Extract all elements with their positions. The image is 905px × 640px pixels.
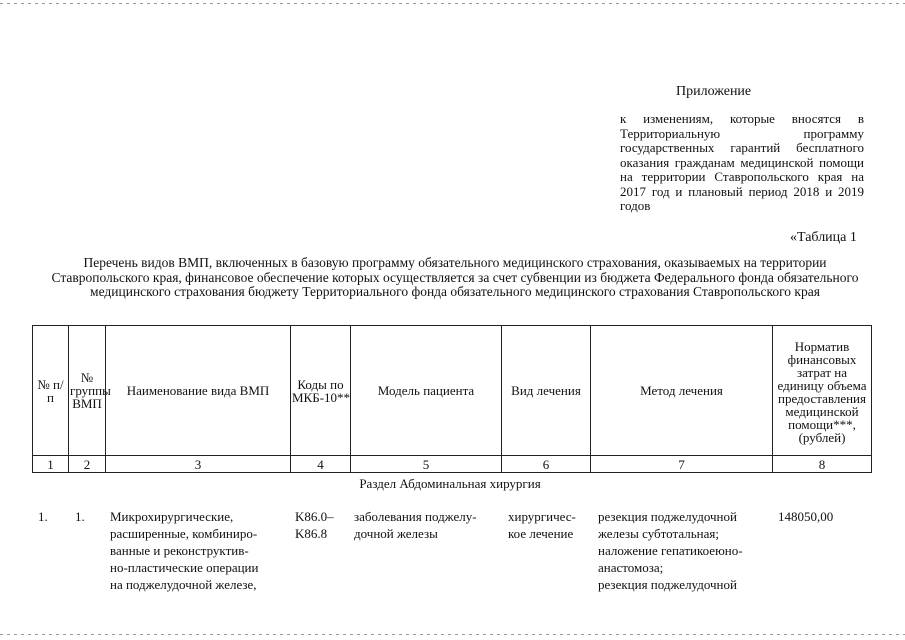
vmp-table-header	[32, 325, 872, 473]
row-method-line: резекция поджелудочной	[598, 577, 737, 592]
row-model-line: заболевания поджелу-	[354, 509, 477, 524]
row-group: 1.	[75, 509, 85, 524]
header-method: Метод лечения	[591, 326, 773, 456]
section-title: Раздел Абдоминальная хирургия	[359, 476, 541, 491]
column-number: 4	[291, 456, 351, 473]
header-cost: Норматив финансовых затрат на единицу объема предоставления медицинской помощи***, (рублей)	[773, 326, 872, 456]
row-name-line: расширенные, комбиниро-	[110, 526, 258, 541]
appendix-title: Приложение	[676, 84, 752, 99]
row-name-line: на поджелудочной железе,	[110, 577, 257, 592]
row-treatment-line: кое лечение	[508, 526, 574, 541]
row-method-line: наложение гепатикоеюно-	[598, 543, 743, 558]
row-method-line: резекция поджелудочной	[598, 509, 737, 524]
header-num: № п/п	[33, 326, 69, 456]
column-number: 7	[591, 456, 773, 473]
row-code-line: K86.8	[295, 526, 328, 541]
row-name	[110, 508, 288, 593]
header-treatment: Вид лечения	[502, 326, 591, 456]
row-treatment	[508, 508, 594, 542]
row-name-line: ванные и реконструктив-	[110, 543, 249, 558]
column-number: 2	[69, 456, 106, 473]
row-name-line: но-пластические операции	[110, 560, 259, 575]
row-cost: 148050,00	[778, 509, 834, 524]
row-method	[598, 508, 776, 593]
row-name-line: Микрохирургические,	[110, 509, 234, 524]
row-model-line: дочной железы	[354, 526, 438, 541]
row-code-line: K86.0–	[295, 509, 334, 524]
column-number: 3	[106, 456, 291, 473]
appendix-text: к изменениям, которые вносятся в Территориальную программу государственных гарантий бесплатного оказания гражданам медицинской помощи на территории Ставропольского края на 2017 год и плановый период 2018 и 2019 годов	[620, 111, 864, 213]
column-number: 1	[33, 456, 69, 473]
table-label: «Таблица 1	[790, 230, 857, 245]
header-group: № группы ВМП	[69, 326, 106, 456]
row-method-line: анастомоза;	[598, 560, 664, 575]
bottom-scan-line	[0, 634, 905, 635]
top-scan-line	[0, 3, 905, 4]
row-model	[354, 508, 500, 542]
header-name: Наименование вида ВМП	[106, 326, 291, 456]
header-codes: Коды по МКБ-10**	[291, 326, 351, 456]
row-number: 1.	[38, 509, 48, 524]
document-heading: Перечень видов ВМП, включенных в базовую программу обязательного медицинского страхования, оказываемых на территории Ставропольского края, финансовое обеспечение которых осуществляется за счет субвенции из бюджета Федерального фонда обязательного медицинского страхования бюджету Территориального фонда обязательного медицинского страхования Ставропольского края	[51, 255, 859, 299]
row-treatment-line: хирургичес-	[508, 509, 576, 524]
column-number: 8	[773, 456, 872, 473]
header-model: Модель пациента	[351, 326, 502, 456]
row-codes	[295, 508, 347, 542]
column-number: 6	[502, 456, 591, 473]
column-number: 5	[351, 456, 502, 473]
row-method-line: железы субтотальная;	[598, 526, 719, 541]
